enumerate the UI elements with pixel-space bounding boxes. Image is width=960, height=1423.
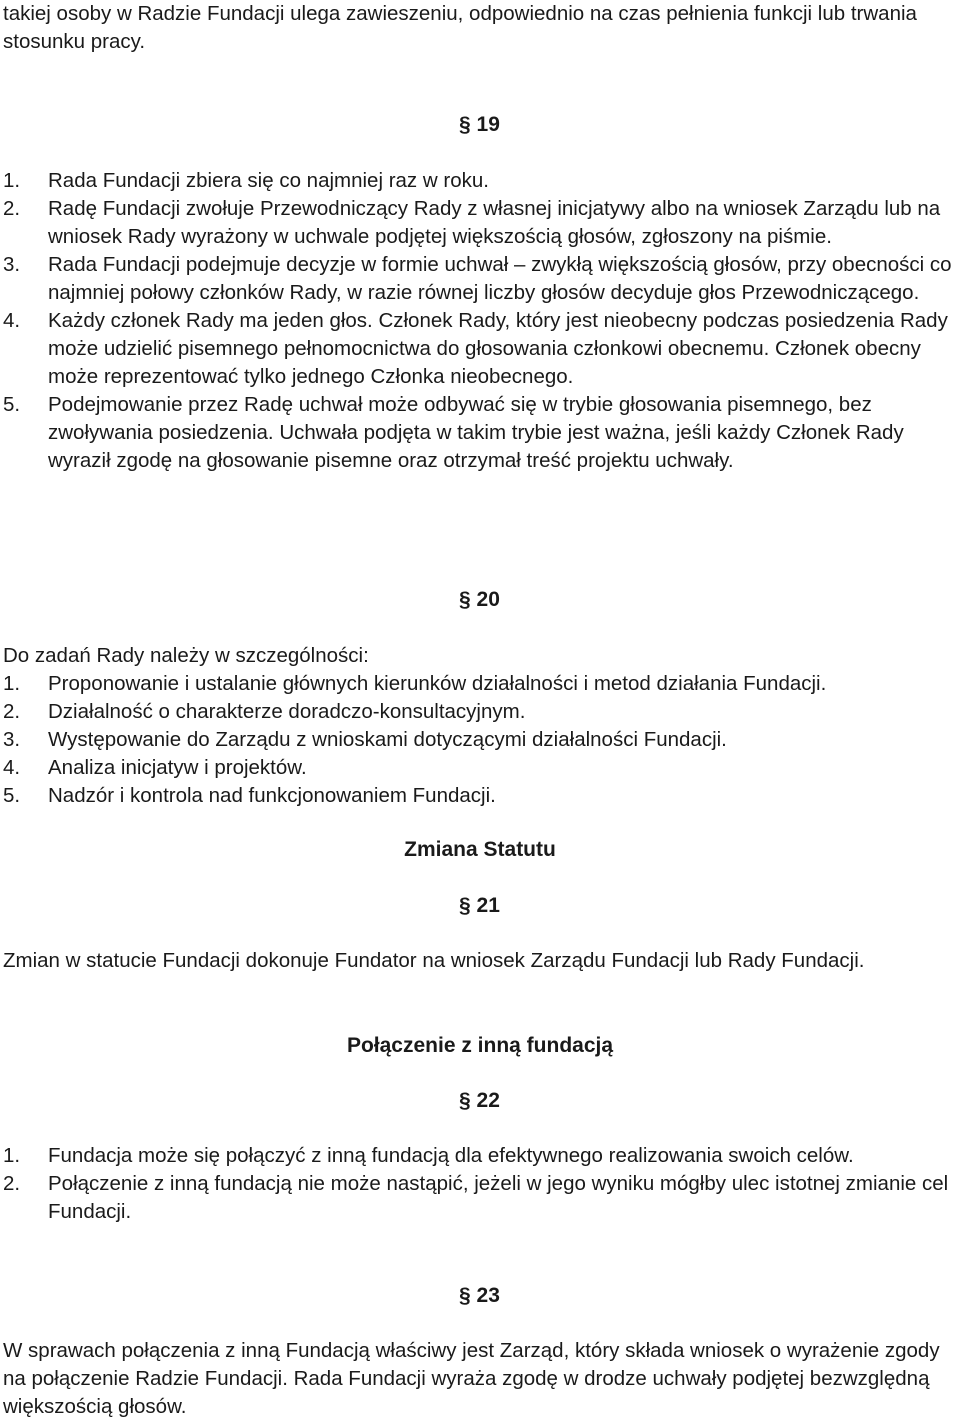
list-number: 4. <box>3 756 21 779</box>
heading-polaczenie: Połączenie z inną fundacją <box>346 1034 614 1057</box>
list-number: 4. <box>3 309 21 332</box>
list-number: 3. <box>3 253 21 276</box>
section-23-text: W sprawach połączenia z inną Fundacją właściwy jest Zarząd, który składa wniosek o wyrażenie zgody na połączenie Radzie Fundacji. Rada Fundacji wyraża zgodę w drodze uchwały podjętej bezwzględną większością głosów. <box>3 1339 940 1418</box>
heading-zmiana-statutu: Zmiana Statutu <box>404 838 556 861</box>
list-item <box>3 167 958 195</box>
list-number: 3. <box>3 728 21 751</box>
list-number: 5. <box>3 784 21 807</box>
list-item <box>3 670 958 698</box>
list-text: Działalność o charakterze doradczo-konsultacyjnym. <box>48 700 526 723</box>
list-item <box>3 698 958 726</box>
list-text: Radę Fundacji zwołuje Przewodniczący Rady z własnej inicjatywy albo na wniosek Zarządu lub na wniosek Rady wyrażony w uchwale podjętej większością głosów, zgłoszony na piśmie. <box>48 197 941 248</box>
list-text: Rada Fundacji podejmuje decyzje w formie uchwał – zwykłą większością głosów, przy obecności co najmniej połowy członków Rady, w razie równej liczby głosów decyduje głos Przewodniczącego. <box>48 253 952 304</box>
section-22-mark: § 22 <box>459 1089 500 1112</box>
section-21-body <box>3 947 958 975</box>
list-item <box>3 1142 958 1170</box>
list-text: Fundacja może się połączyć z inną fundacją dla efektywnego realizowania swoich celów. <box>48 1144 854 1167</box>
section-21-mark: § 21 <box>459 894 500 917</box>
section-20-mark: § 20 <box>459 588 500 611</box>
list-text: Proponowanie i ustalanie głównych kierunków działalności i metod działania Fundacji. <box>48 672 827 695</box>
list-text: Występowanie do Zarządu z wnioskami dotyczącymi działalności Fundacji. <box>48 728 727 751</box>
section-23-body <box>3 1337 958 1421</box>
continuation-text: takiej osoby w Radzie Fundacji ulega zawieszeniu, odpowiednio na czas pełnienia funkcji lub trwania stosunku pracy. <box>3 2 917 53</box>
list-item <box>3 251 958 307</box>
list-text: Analiza inicjatyw i projektów. <box>48 756 307 779</box>
list-item <box>3 754 958 782</box>
section-22-list <box>3 1142 958 1226</box>
section-20-intro: Do zadań Rady należy w szczególności: <box>3 644 369 667</box>
list-text: Połączenie z inną fundacją nie może nastąpić, jeżeli w jego wyniku mógłby ulec istotnej zmianie cel Fundacji. <box>48 1172 949 1223</box>
section-21-text: Zmian w statucie Fundacji dokonuje Fundator na wniosek Zarządu Fundacji lub Rady Fundacji. <box>3 949 865 972</box>
list-item <box>3 195 958 251</box>
list-number: 2. <box>3 197 21 220</box>
list-item <box>3 726 958 754</box>
list-item <box>3 782 958 810</box>
list-number: 1. <box>3 1144 21 1167</box>
list-number: 5. <box>3 393 21 416</box>
section-23-mark: § 23 <box>459 1284 500 1307</box>
section-19-list <box>3 167 958 475</box>
list-text: Nadzór i kontrola nad funkcjonowaniem Fundacji. <box>48 784 496 807</box>
list-item <box>3 391 958 475</box>
list-text: Podejmowanie przez Radę uchwał może odbywać się w trybie głosowania pisemnego, bez zwoływania posiedzenia. Uchwała podjęta w takim trybie jest ważna, jeśli każdy Członek Rady wyraził zgodę na głosowanie pisemne oraz otrzymał treść projektu uchwały. <box>48 393 904 472</box>
list-item <box>3 1170 958 1226</box>
list-number: 1. <box>3 672 21 695</box>
list-text: Każdy członek Rady ma jeden głos. Członek Rady, który jest nieobecny podczas posiedzenia Rady może udzielić pisemnego pełnomocnictwa do głosowania członkowi obecnemu. Członek obecny może reprezentować tylko jednego Członka nieobecnego. <box>48 309 948 388</box>
section-19-mark: § 19 <box>459 113 500 136</box>
list-number: 1. <box>3 169 21 192</box>
list-item <box>3 307 958 391</box>
list-number: 2. <box>3 700 21 723</box>
continuation-paragraph <box>3 0 958 56</box>
list-text: Rada Fundacji zbiera się co najmniej raz w roku. <box>48 169 489 192</box>
list-number: 2. <box>3 1172 21 1195</box>
section-20-body <box>3 642 958 810</box>
